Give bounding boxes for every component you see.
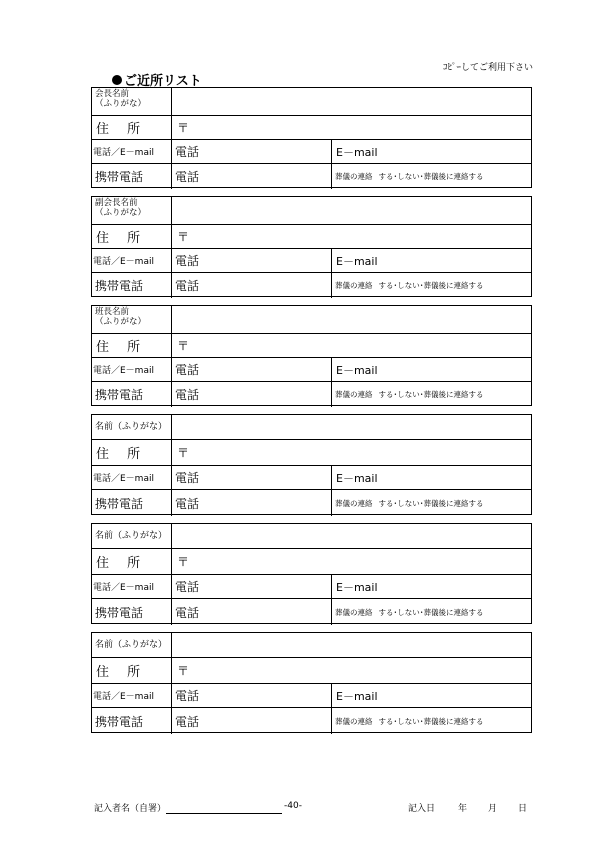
- mobile-field[interactable]: 電話: [172, 164, 332, 189]
- copy-note: ｺﾋﾟｰしてご利用下さい: [442, 63, 533, 73]
- contact-label: 電話／E－mail: [92, 466, 172, 490]
- address-label: 住 所: [92, 334, 172, 358]
- address-field[interactable]: 〒: [172, 225, 531, 249]
- email-field[interactable]: E－mail: [332, 140, 531, 164]
- name-label: 班長名前 （ふりがな）: [92, 306, 172, 334]
- name-label: 名前（ふりがな）: [92, 524, 172, 549]
- writer-signature-field[interactable]: [166, 804, 282, 814]
- mobile-label: 携帯電話: [92, 490, 172, 516]
- address-field[interactable]: 〒: [172, 658, 531, 684]
- contact-label: 電話／E－mail: [92, 575, 172, 599]
- funeral-contact-field[interactable]: 葬儀の連絡 する･しない･葬儀後に連絡する: [335, 716, 484, 726]
- neighbor-entry-chairman: [91, 87, 532, 188]
- email-field[interactable]: E－mail: [332, 684, 531, 708]
- year-label: 年: [458, 804, 468, 814]
- neighbor-entry-group-leader: [91, 305, 532, 406]
- phone-field[interactable]: 電話: [172, 684, 332, 708]
- address-label: 住 所: [92, 116, 172, 140]
- bullet-icon: [112, 75, 122, 85]
- neighbor-entry-vice-chairman: [91, 196, 532, 297]
- address-label: 住 所: [92, 225, 172, 249]
- writer-label: 記入者名（自署）: [94, 804, 167, 814]
- neighbor-entry: [91, 632, 532, 733]
- name-field[interactable]: [172, 415, 531, 440]
- address-field[interactable]: 〒: [172, 116, 531, 140]
- footer: [94, 801, 534, 813]
- phone-field[interactable]: 電話: [172, 140, 332, 164]
- contact-label: 電話／E－mail: [92, 358, 172, 382]
- name-label: 副会長名前 （ふりがな）: [92, 197, 172, 225]
- contact-label: 電話／E－mail: [92, 249, 172, 273]
- email-field[interactable]: E－mail: [332, 358, 531, 382]
- day-label: 日: [518, 804, 528, 814]
- name-field[interactable]: [172, 88, 531, 116]
- name-label: 名前（ふりがな）: [92, 633, 172, 658]
- phone-field[interactable]: 電話: [172, 358, 332, 382]
- date-label: 記入日: [408, 804, 436, 814]
- address-label: 住 所: [92, 549, 172, 575]
- email-field[interactable]: E－mail: [332, 575, 531, 599]
- funeral-contact-field[interactable]: 葬儀の連絡 する･しない･葬儀後に連絡する: [335, 390, 484, 399]
- address-field[interactable]: 〒: [172, 334, 531, 358]
- phone-field[interactable]: 電話: [172, 249, 332, 273]
- address-label: 住 所: [92, 658, 172, 684]
- address-label: 住 所: [92, 440, 172, 466]
- funeral-contact-field[interactable]: 葬儀の連絡 する･しない･葬儀後に連絡する: [335, 281, 484, 290]
- email-field[interactable]: E－mail: [332, 249, 531, 273]
- phone-field[interactable]: 電話: [172, 466, 332, 490]
- month-label: 月: [488, 804, 498, 814]
- page-number: -40-: [284, 801, 302, 811]
- phone-field[interactable]: 電話: [172, 575, 332, 599]
- name-field[interactable]: [172, 197, 531, 225]
- mobile-label: 携帯電話: [92, 382, 172, 407]
- mobile-field[interactable]: 電話: [172, 599, 332, 625]
- mobile-label: 携帯電話: [92, 164, 172, 189]
- mobile-label: 携帯電話: [92, 273, 172, 298]
- name-field[interactable]: [172, 524, 531, 549]
- neighbor-entry: [91, 414, 532, 515]
- contact-label: 電話／E－mail: [92, 140, 172, 164]
- mobile-field[interactable]: 電話: [172, 490, 332, 516]
- mobile-field[interactable]: 電話: [172, 273, 332, 298]
- neighbor-list: [91, 87, 532, 741]
- funeral-contact-field[interactable]: 葬儀の連絡 する･しない･葬儀後に連絡する: [335, 498, 484, 508]
- contact-label: 電話／E－mail: [92, 684, 172, 708]
- email-field[interactable]: E－mail: [332, 466, 531, 490]
- funeral-contact-field[interactable]: 葬儀の連絡 する･しない･葬儀後に連絡する: [335, 607, 484, 617]
- name-field[interactable]: [172, 633, 531, 658]
- address-field[interactable]: 〒: [172, 440, 531, 466]
- page-title-text: ご近所リスト: [124, 74, 202, 89]
- funeral-contact-field[interactable]: 葬儀の連絡 する･しない･葬儀後に連絡する: [335, 172, 484, 181]
- address-field[interactable]: 〒: [172, 549, 531, 575]
- neighbor-entry: [91, 523, 532, 624]
- name-label: 名前（ふりがな）: [92, 415, 172, 440]
- mobile-field[interactable]: 電話: [172, 382, 332, 407]
- name-field[interactable]: [172, 306, 531, 334]
- mobile-label: 携帯電話: [92, 599, 172, 625]
- mobile-label: 携帯電話: [92, 708, 172, 734]
- writer-signature: [94, 801, 282, 814]
- name-label: 会長名前 （ふりがな）: [92, 88, 172, 116]
- mobile-field[interactable]: 電話: [172, 708, 332, 734]
